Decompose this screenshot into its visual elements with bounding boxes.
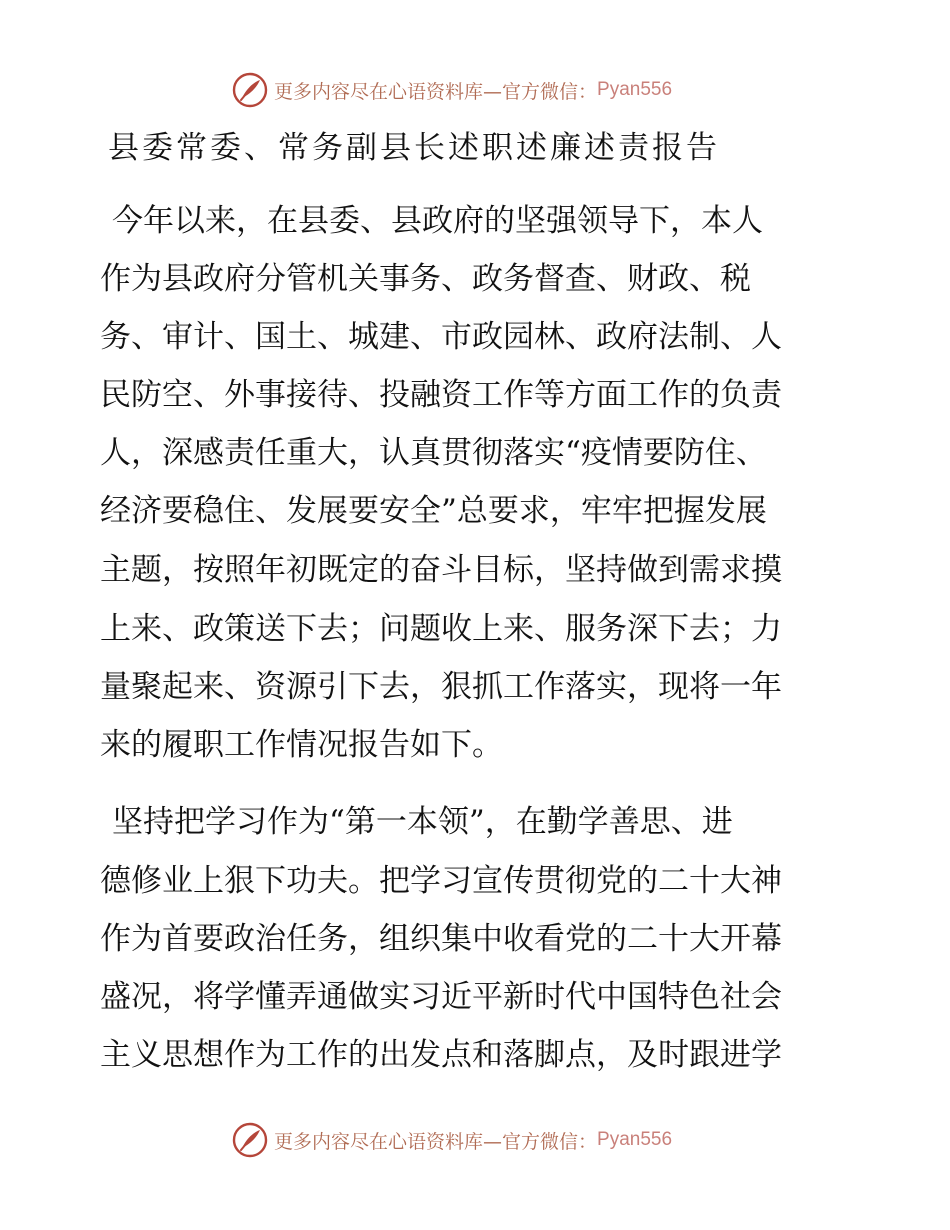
body-line: 民防空、外事接待、投融资工作等方面工作的负责 (100, 377, 782, 413)
body-line: 来的履职工作情况报告如下。 (100, 727, 503, 763)
watermark-header (232, 70, 672, 110)
body-line: 德修业上狠下功夫。把学习宣传贯彻党的二十大神 (100, 863, 782, 899)
watermark-text: 更多内容尽在心语资料库—官方微信： (274, 80, 598, 103)
watermark-text: 更多内容尽在心语资料库—官方微信： (274, 1130, 598, 1153)
document-title: 县委常委、常务副县长述职述廉述责报告 (108, 130, 720, 166)
feather-pen-logo-icon (232, 1122, 268, 1158)
body-line: 今年以来，在县委、县政府的坚强领导下，本人 (112, 203, 763, 239)
body-line: 坚持把学习作为“第一本领”，在勤学善思、进 (112, 804, 733, 840)
feather-pen-logo-icon (232, 72, 268, 108)
watermark-wechat-id: Pyan556 (597, 1129, 673, 1150)
body-line: 人，深感责任重大，认真贯彻落实“疫情要防住、 (100, 435, 767, 471)
body-line: 主义思想作为工作的出发点和落脚点，及时跟进学 (100, 1037, 782, 1073)
body-line: 务、审计、国土、城建、市政园林、政府法制、人 (100, 319, 782, 355)
watermark-footer (232, 1120, 672, 1160)
body-line: 作为县政府分管机关事务、政务督查、财政、税 (100, 261, 751, 297)
body-line: 作为首要政治任务，组织集中收看党的二十大开幕 (100, 921, 782, 957)
body-line: 上来、政策送下去；问题收上来、服务深下去；力 (100, 611, 782, 647)
body-line: 盛况，将学懂弄通做实习近平新时代中国特色社会 (100, 979, 782, 1015)
body-line: 量聚起来、资源引下去，狠抓工作落实，现将一年 (100, 669, 782, 705)
body-line: 经济要稳住、发展要安全”总要求，牢牢把握发展 (100, 493, 767, 529)
body-line: 主题，按照年初既定的奋斗目标，坚持做到需求摸 (100, 552, 782, 588)
watermark-wechat-id: Pyan556 (597, 79, 673, 100)
